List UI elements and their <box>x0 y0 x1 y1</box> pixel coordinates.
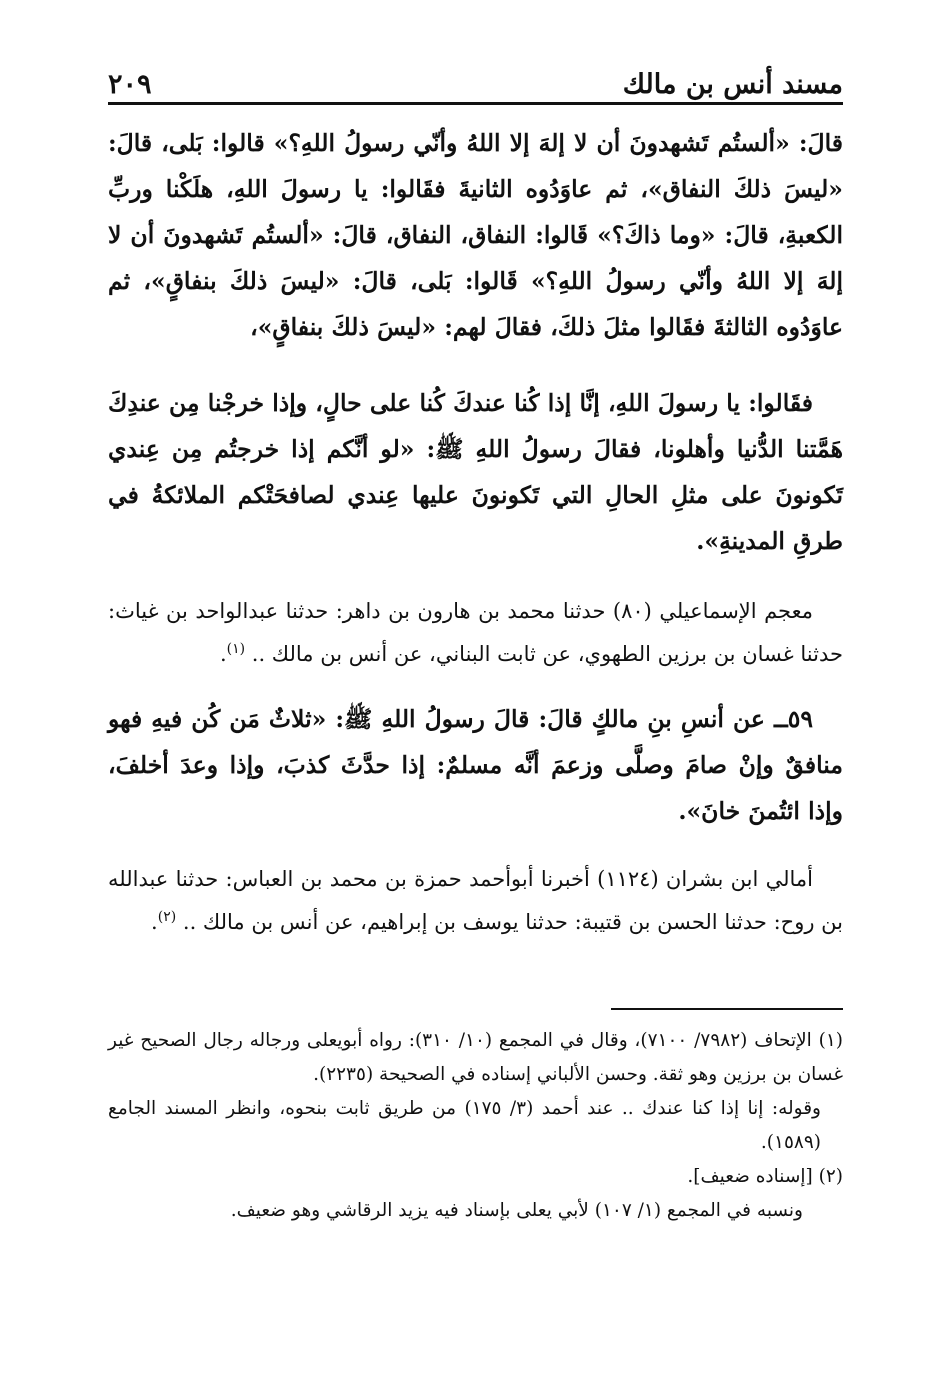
citation-paragraph: أمالي ابن بشران (١١٢٤) أخبرنا أبوأحمد حمزة بن محمد بن العباس: حدثنا عبدالله بن روح: حدثنا الحسن بن قتيبة: حدثنا يوسف بن إبراهيم، عن أنس بن مالك .. $^{(٢)}$. <box>108 867 843 934</box>
source-citation-1 <box>108 592 843 673</box>
footnote-2: (٢) [إسناده ضعيف]. <box>687 1166 843 1187</box>
hadith-58-text-part2 <box>108 380 843 564</box>
footnote-1-continued: وقوله: إنا إذا كنا عندك .. عند أحمد (٣/ ١٧٥) من طريق ثابت بنحوه، وانظر المسند الجامع (١٥٨٩). <box>108 1098 821 1153</box>
page-number: ٢٠٩ <box>108 69 152 100</box>
footnotes <box>108 1024 843 1228</box>
hadith-58-text-part1 <box>108 120 843 350</box>
footnote-2-continued: ونسبه في المجمع (١/ ١٠٧) لأبي يعلى بإسناد فيه يزيد الرقاشي وهو ضعيف. <box>230 1200 803 1221</box>
hadith-paragraph: فقَالوا: يا رسولَ اللهِ، إنَّا إذا كُنا عندكَ كُنا على حالٍ، وإذا خرجْنا مِن عندِكَ هَمَّتنا الدُّنيا وأهلونا، فقالَ رسولُ اللهِ ﷺ: «لو أنَّكم إذا خرجتُم مِن عِندي تَكونونَ على مثلِ الحالِ التي تَكونونَ عليها عِندي لصافحَتْكم الملائكةُ في طرقِ المدينةِ». <box>108 389 843 555</box>
citation-text: أمالي ابن بشران (١١٢٤) أخبرنا أبوأحمد حمزة بن محمد بن العباس: حدثنا عبدالله بن روح: حدثنا الحسن بن قتيبة: حدثنا يوسف بن إبراهيم، عن أنس بن مالك .. <box>108 867 843 934</box>
footnote-divider <box>611 1008 843 1010</box>
citation-text: معجم الإسماعيلي (٨٠) حدثنا محمد بن هارون بن داهر: حدثنا عبدالواحد بن غياث: حدثنا غسان بن برزين الطهوي، عن ثابت البناني، عن أنس بن مالك .. <box>108 599 843 666</box>
hadith-59-text <box>108 696 843 834</box>
footnote-1: (١) الإتحاف (٧٩٨٢/ ٧١٠٠)، وقال في المجمع (١٠/ ٣١٠): رواه أبويعلى ورجاله رجال الصحيح غير غسان بن برزين وهو ثقة. وحسن الألباني إسناده في الصحيحة (٢٢٣٥). <box>108 1030 843 1085</box>
citation-paragraph: معجم الإسماعيلي (٨٠) حدثنا محمد بن هارون بن داهر: حدثنا عبدالواحد بن غياث: حدثنا غسان بن برزين الطهوي، عن ثابت البناني، عن أنس بن مالك .. $^{(١)}$. <box>108 599 843 666</box>
book-title: مسند أنس بن مالك <box>622 69 843 100</box>
source-citation-2 <box>108 860 843 941</box>
footnote-ref-2: (٢) <box>157 909 177 925</box>
footnote-ref-1: (١) <box>226 641 246 657</box>
running-header <box>108 62 843 105</box>
hadith-paragraph: قالَ: «ألستُم تَشهدونَ أن لا إلهَ إلا اللهُ وأنّي رسولُ اللهِ؟» قالوا: بَلى، قالَ: «ليسَ ذلكَ النفاق»، ثم عاوَدُوه الثانيةَ فقَالوا: يا رسولَ اللهِ، هلَكْنا وربِّ الكعبةِ، قالَ: «وما ذاكَ؟» قَالوا: النفاق، النفاق، قالَ: «ألستُم تَشهدونَ أن لا إلهَ إلا اللهُ وأنّي رسولُ اللهِ؟» قَالوا: بَلى، قالَ: «ليسَ ذلكَ بنفاقٍ»، ثم عاوَدُوه الثالثةَ فقَالوا مثلَ ذلكَ، فقالَ لهم: «ليسَ ذلكَ بنفاقٍ»، <box>108 129 843 341</box>
hadith-paragraph: ٥٩ــ عن أنسِ بنِ مالكٍ قالَ: قالَ رسولُ اللهِ ﷺ: «ثلاثٌ مَن كُن فيهِ فهو منافقٌ وإنْ صامَ وصلَّى وزعمَ أنَّه مسلمٌ: إذا حدَّثَ كذبَ، وإذا وعدَ أخلفَ، وإذا ائتُمنَ خانَ». <box>108 705 843 825</box>
